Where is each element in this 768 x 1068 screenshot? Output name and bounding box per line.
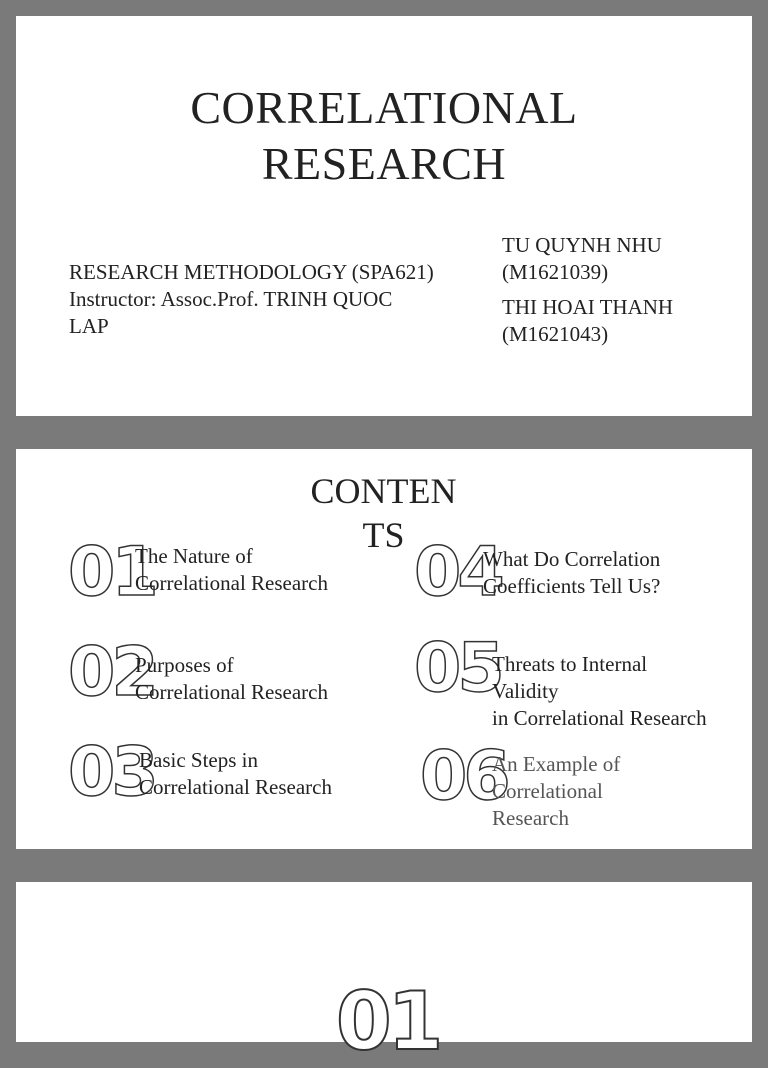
item-line: Purposes of (135, 653, 234, 677)
contents-item-02 (135, 652, 328, 706)
section-number: 01 (336, 975, 440, 1068)
item-line: An Example of (492, 752, 621, 776)
item-line: Correlational Research (135, 680, 328, 704)
title-slide (16, 16, 752, 416)
contents-item-01 (135, 543, 328, 597)
instructor-line-1: Instructor: Assoc.Prof. TRINH QUOC (69, 287, 393, 311)
presentation-title (16, 80, 752, 192)
item-line: Coefficients Tell Us? (483, 574, 661, 598)
title-line-2: RESEARCH (261, 138, 507, 189)
item-number-05: 05 (414, 629, 501, 708)
author-name: THI HOAI THANH (502, 295, 674, 319)
author-id: (M1621039) (502, 260, 609, 284)
item-number-06: 06 (420, 737, 507, 816)
instructor-line-2: LAP (69, 314, 109, 338)
item-line: Basic Steps in (139, 748, 258, 772)
contents-slide (16, 449, 752, 849)
item-number-03: 03 (68, 733, 155, 812)
contents-title-line-2: TS (362, 515, 405, 555)
title-line-1: CORRELATIONAL (190, 82, 578, 133)
authors (502, 232, 742, 348)
author-name: TU QUYNH NHU (502, 233, 662, 257)
item-number-02: 02 (68, 633, 155, 712)
item-line: Research (492, 806, 569, 830)
course-info (69, 259, 469, 340)
item-line: Correlational Research (135, 571, 328, 595)
item-line: Validity (492, 679, 559, 703)
author-id: (M1621043) (502, 322, 609, 346)
section-slide (16, 882, 752, 1068)
item-number-01: 01 (68, 533, 155, 612)
item-line: Correlational Research (139, 775, 332, 799)
contents-item-03 (139, 747, 332, 801)
item-line: in Correlational Research (492, 706, 707, 730)
item-line: Correlational (492, 779, 603, 803)
item-number-04: 04 (414, 533, 501, 612)
contents-item-04 (483, 546, 660, 600)
contents-title-line-1: CONTEN (310, 471, 457, 511)
item-line: Threats to Internal (492, 652, 648, 676)
course-name: RESEARCH METHODOLOGY (SPA621) (69, 260, 434, 284)
contents-item-05 (492, 651, 707, 732)
item-line: The Nature of (135, 544, 253, 568)
contents-item-06 (492, 751, 620, 832)
item-line: What Do Correlation (483, 547, 661, 571)
